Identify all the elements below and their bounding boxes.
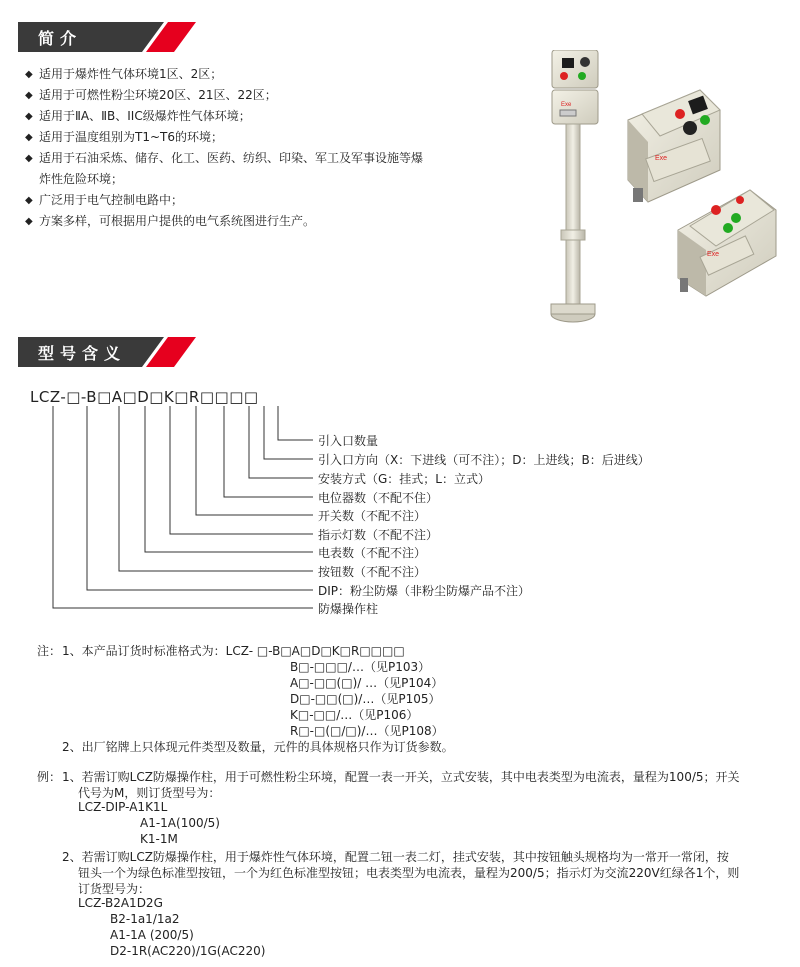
tree-label: 按钮数（不配不注） [318, 565, 427, 579]
tree-label: 引入口方向（X：下进线（可不注）；D：上进线；B：后进线） [318, 453, 650, 467]
section-header-intro [18, 22, 196, 52]
column-operator-station [551, 50, 598, 322]
diamond-bullet-icon: ◆ [25, 111, 33, 122]
example-2-code: LCZ-B2A1D2G [78, 896, 163, 910]
svg-text:Exe: Exe [561, 102, 572, 108]
example-1-line: 1、若需订购LCZ防爆操作柱，用于可燃性粉尘环境，配置一表一开关，立式安装，其中电表类型为电流表，量程为100/5；开关 [62, 770, 740, 784]
list-item: ◆ 适用于爆炸性气体环境1区、2区； [25, 64, 475, 85]
example-2-line: 订货型号为： [78, 882, 151, 896]
tree-label: 电位器数（不配不住） [318, 491, 439, 505]
diamond-bullet-icon: ◆ [25, 216, 33, 227]
note-sub: K□-□□/…（见P106） [290, 708, 419, 722]
example-2-line: 钮头一个为绿色标准型按钮，一个为红色标准型按钮；电表类型为电流表，量程为200/5；指示灯为交流220V红绿各1个，则 [78, 866, 740, 880]
section-title: 简介 [38, 29, 83, 48]
wall-operator-box-large [628, 90, 720, 202]
example-2-sub: B2-1a1/1a2 [110, 912, 180, 926]
note-sub: R□-□(□/□)/…（见P108） [290, 724, 444, 738]
product-illustration [530, 50, 800, 340]
example-prefix: 例： [37, 770, 62, 784]
example-1-line: 代号为M，则订货型号为： [78, 786, 221, 800]
list-item-continued: 炸性危险环境； [39, 172, 124, 186]
tree-label: 电表数（不配不注） [318, 546, 427, 560]
example-1-sub: A1-1A(100/5) [140, 816, 220, 830]
example-1-sub: K1-1M [140, 832, 178, 846]
list-item: ◆ 广泛用于电气控制电路中； [25, 190, 475, 211]
diamond-bullet-icon: ◆ [25, 90, 33, 101]
feature-list [25, 64, 475, 232]
example-2-sub: A1-1A (200/5) [110, 928, 194, 942]
svg-text:Exe: Exe [707, 251, 720, 258]
note-item-2: 2、出厂铭牌上只体现元件类型及数量，元件的具体规格只作为订货参数。 [62, 740, 454, 754]
list-item: ◆ 适用于可燃性粉尘环境20区、21区、22区； [25, 85, 475, 106]
list-item: ◆ 方案多样，可根据用户提供的电气系统图进行生产。 [25, 211, 475, 232]
diamond-bullet-icon: ◆ [25, 195, 33, 206]
model-code: LCZ-□-B□A□D□K□R□□□□ [30, 388, 259, 406]
tree-label: 引入口数量 [318, 434, 379, 448]
tree-label: 防爆操作柱 [318, 602, 379, 616]
tree-label: 安装方式（G：挂式；L：立式） [318, 472, 490, 486]
note-prefix: 注： [37, 644, 62, 658]
diamond-bullet-icon: ◆ [25, 69, 33, 80]
note-item-1: 1、本产品订货时标准格式为：LCZ- □-B□A□D□K□R□□□□ [62, 644, 405, 658]
list-item: ◆ 适用于ⅡA、ⅡB、IIC级爆炸性气体环境； [25, 106, 475, 127]
svg-text:Exe: Exe [655, 155, 668, 162]
wall-operator-box-small [678, 190, 776, 296]
note-sub: D□-□□(□)/…（见P105） [290, 692, 441, 706]
example-2-line: 2、若需订购LCZ防爆操作柱，用于爆炸性气体环境，配置二钮一表二灯，挂式安装，其中按钮触头规格均为一常开一常闭，按 [62, 850, 729, 864]
tree-label: DIP：粉尘防爆（非粉尘防爆产品不注） [318, 584, 531, 598]
example-1-code: LCZ-DIP-A1K1L [78, 800, 168, 814]
diamond-bullet-icon: ◆ [25, 132, 33, 143]
diamond-bullet-icon: ◆ [25, 153, 33, 164]
list-item: ◆ 适用于温度组别为T1~T6的环境； [25, 127, 475, 148]
list-item: ◆ 适用于石油采炼、储存、化工、医药、纺织、印染、军工及军事设施等爆 [25, 148, 475, 169]
example-2-sub: D2-1R(AC220)/1G(AC220) [110, 944, 266, 958]
section-title: 型号含义 [38, 344, 127, 363]
tree-label: 指示灯数（不配不注） [318, 528, 439, 542]
section-header-model [18, 337, 196, 367]
tree-label: 开关数（不配不注） [318, 509, 427, 523]
note-sub: A□-□□(□)/ …（见P104） [290, 676, 444, 690]
note-sub: B□-□□□/…（见P103） [290, 660, 431, 674]
